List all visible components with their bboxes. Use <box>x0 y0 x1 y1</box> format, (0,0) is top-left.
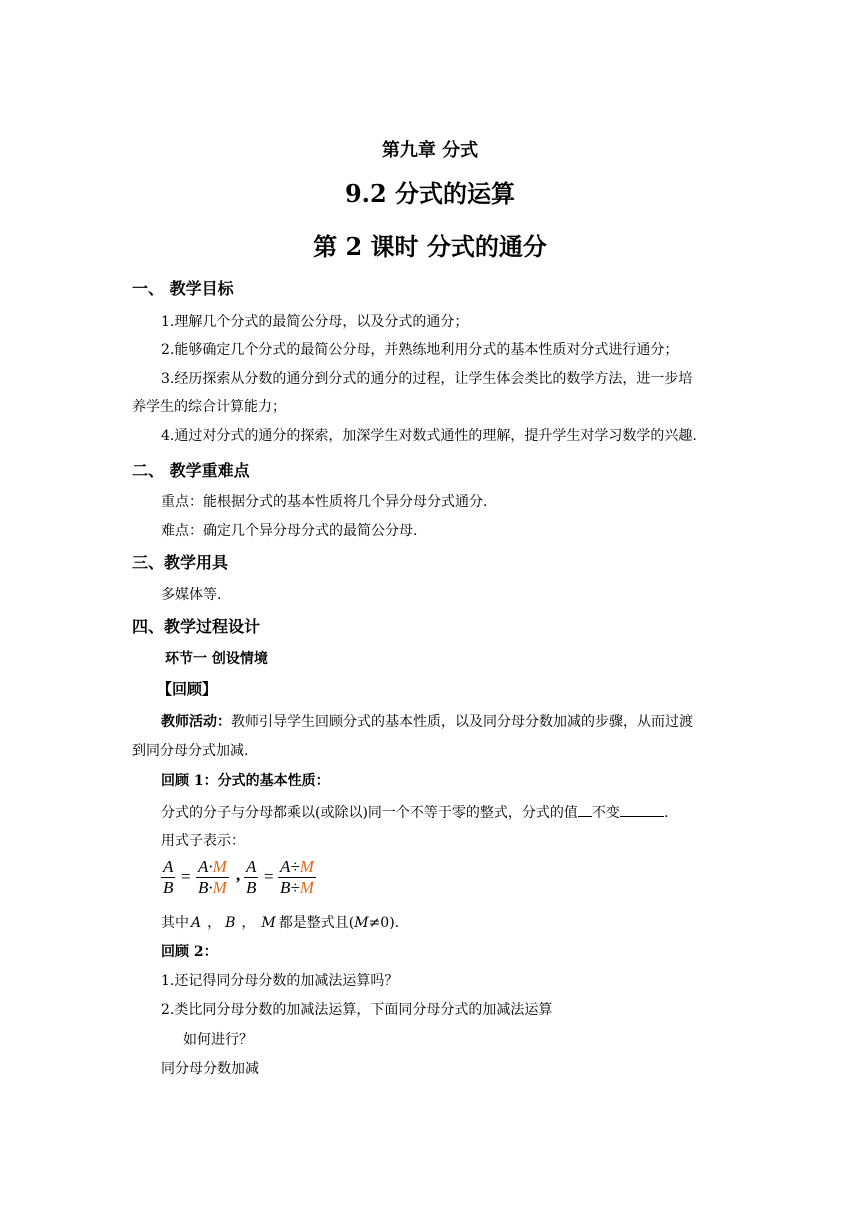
key-point-text: 重点：能根据分式的基本性质将几个异分母分式通分. <box>161 494 488 510</box>
review1-answer: 不变 <box>591 805 620 821</box>
step-title: 环节一 创设情境 <box>165 651 268 667</box>
same-denominator-label: 同分母分数加减 <box>161 1061 259 1077</box>
fraction-denominator: B·M <box>198 878 227 897</box>
difficulty-text: 难点：确定几个异分母分式的最简公分母. <box>161 523 418 539</box>
fraction-numerator: A <box>163 857 174 876</box>
fill-blank <box>578 802 592 817</box>
lesson-title: 9.2 分式的运算 <box>344 179 516 208</box>
section-heading-process: 四、教学过程设计 <box>132 617 261 636</box>
section-heading-tools: 三、教学用具 <box>132 553 229 572</box>
objective-item: 3.经历探索从分数的通分到分式的通分的过程，让学生体会类比的数学方法，进一步培 <box>161 371 693 387</box>
review2-question: 1.还记得同分母分数的加减法运算吗？ <box>161 973 399 989</box>
teacher-activity-label: 教师活动： <box>161 714 231 730</box>
fraction-numerator: A÷M <box>280 857 314 876</box>
teacher-activity-continued: 到同分母分式加减. <box>132 743 249 759</box>
fraction-numerator: A·M <box>198 857 227 876</box>
fraction-a-over-b <box>161 857 175 898</box>
fraction-denominator: B÷M <box>280 878 314 897</box>
objective-item: 1.理解几个分式的最简公分母，以及分式的通分； <box>161 314 469 330</box>
review2-title: 回顾 2： <box>161 944 218 960</box>
tools-text: 多媒体等. <box>161 587 222 603</box>
lesson-subtitle: 第 2 课时 分式的通分 <box>313 232 547 261</box>
review1-text <box>161 802 668 822</box>
equals-sign: = <box>181 867 191 886</box>
review1-text-c: . <box>663 805 669 821</box>
chapter-title: 第九章 分式 <box>381 140 479 161</box>
formula-comma: , <box>236 865 241 884</box>
objective-item-continued: 养学生的综合计算能力； <box>132 399 286 415</box>
review1-title: 回顾 1：分式的基本性质： <box>161 773 330 789</box>
fraction-denominator: B <box>163 878 174 897</box>
fraction-a-over-b <box>244 857 258 898</box>
review2-question: 2.类比同分母分数的加减法运算，下面同分母分式的加减法运算 <box>161 1002 553 1018</box>
equals-sign: = <box>264 867 274 886</box>
review1-text-a: 分式的分子与分母都乘以(或除以)同一个不等于零的整式，分式的值 <box>161 805 578 821</box>
section-heading-key-points: 二、 教学重难点 <box>132 461 250 480</box>
review2-question-continued: 如何进行？ <box>183 1032 253 1048</box>
variable-definition: 其中 A ， B ， M 都是整式且(M≠0). <box>161 915 400 931</box>
formula-intro: 用式子表示： <box>161 833 245 849</box>
fraction-multiply-m <box>196 857 229 898</box>
teacher-activity-line <box>161 711 693 731</box>
fill-blank <box>620 802 664 817</box>
objective-item: 2.能够确定几个分式的最简公分母，并熟练地利用分式的基本性质对分式进行通分； <box>161 342 679 358</box>
review-tag: 【回顾】 <box>157 680 218 698</box>
objective-item: 4.通过对分式的通分的探索，加深学生对数式通性的理解，提升学生对学习数学的兴趣. <box>161 428 697 444</box>
section-heading-objectives: 一、 教学目标 <box>132 279 234 298</box>
fraction-divide-m <box>278 857 316 898</box>
fraction-denominator: B <box>246 878 257 897</box>
teacher-activity-text: 教师引导学生回顾分式的基本性质，以及同分母分数加减的步骤，从而过渡 <box>231 714 693 730</box>
fraction-numerator: A <box>246 857 257 876</box>
